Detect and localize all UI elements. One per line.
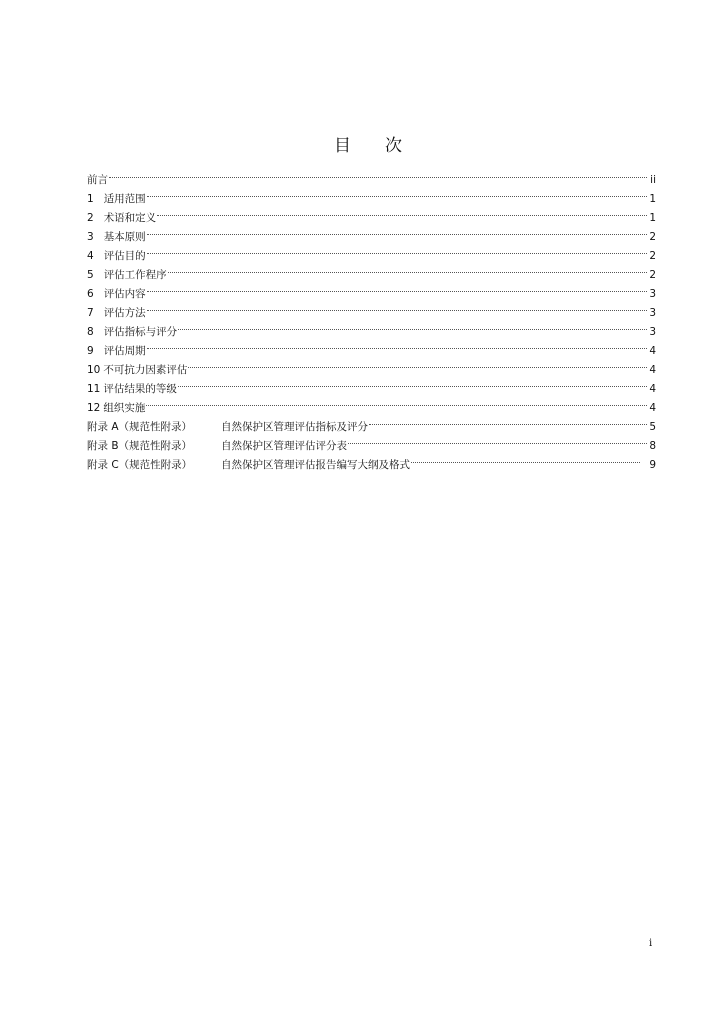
toc-entry-7[interactable] bbox=[87, 297, 656, 319]
toc-entry-number: 9 bbox=[87, 345, 94, 357]
toc-leader-dots bbox=[168, 259, 647, 278]
toc-leader-dots bbox=[147, 221, 647, 240]
toc-entry-label: 评估目的 bbox=[103, 250, 146, 262]
toc-entry-page: ii bbox=[650, 174, 656, 186]
toc-entry-number: 6 bbox=[87, 288, 94, 300]
toc-entry-subtitle: 自然保护区管理评估报告编写大纲及格式 bbox=[221, 459, 410, 471]
toc-leader-dots bbox=[147, 278, 647, 297]
toc-entry-page: 2 bbox=[649, 250, 656, 262]
toc-entry-page: 4 bbox=[649, 383, 656, 395]
toc-entry-label: 不可抗力因素评估 bbox=[103, 364, 188, 376]
toc-entry-subtitle: 自然保护区管理评估指标及评分 bbox=[221, 421, 368, 433]
page-title: 目 次 bbox=[334, 136, 402, 156]
toc-leader-dots bbox=[109, 164, 647, 183]
toc-leader-dots bbox=[147, 297, 647, 316]
toc-leader-dots bbox=[188, 354, 647, 373]
page-number: i bbox=[649, 938, 653, 949]
toc-entry-8[interactable] bbox=[87, 316, 656, 338]
toc-leader-dots bbox=[147, 240, 647, 259]
toc-leader-dots bbox=[369, 411, 647, 430]
toc-entry-number: 1 bbox=[87, 193, 94, 205]
toc-entry-subtitle: 自然保护区管理评估评分表 bbox=[221, 440, 347, 452]
toc-entry-number: 8 bbox=[87, 326, 94, 338]
toc-entry-label: 组织实施 bbox=[103, 402, 146, 414]
toc-entry-10[interactable] bbox=[87, 354, 656, 376]
toc-entry-page: 8 bbox=[649, 440, 656, 452]
toc-entry-label: 前言 bbox=[87, 174, 108, 186]
toc-entry-12[interactable] bbox=[87, 392, 656, 414]
toc-entry-number: 2 bbox=[87, 212, 94, 224]
toc-entry-6[interactable] bbox=[87, 278, 656, 300]
toc-entry-9[interactable] bbox=[87, 335, 656, 357]
toc-entry-2[interactable] bbox=[87, 202, 656, 224]
toc-entry-label: 评估方法 bbox=[103, 307, 146, 319]
toc-entry-label: 附录 B（规范性附录） bbox=[87, 440, 193, 452]
toc-leader-dots bbox=[147, 183, 647, 202]
toc-leader-dots bbox=[157, 202, 647, 221]
toc-entry-label: 术语和定义 bbox=[103, 212, 157, 224]
toc-entry-number: 3 bbox=[87, 231, 94, 243]
toc-entry-page: 3 bbox=[649, 326, 656, 338]
table-of-contents bbox=[87, 164, 656, 471]
toc-entry-number: 12 bbox=[87, 402, 101, 414]
toc-entry-page: 1 bbox=[649, 193, 656, 205]
toc-entry-label: 评估工作程序 bbox=[103, 269, 167, 281]
toc-entry-3[interactable] bbox=[87, 221, 656, 243]
toc-entry-number: 11 bbox=[87, 383, 101, 395]
toc-leader-dots bbox=[178, 316, 647, 335]
toc-leader-dots bbox=[348, 430, 647, 449]
toc-entry-4[interactable] bbox=[87, 240, 656, 262]
toc-entry-label: 附录 C（规范性附录） bbox=[87, 459, 193, 471]
toc-entry-number: 5 bbox=[87, 269, 94, 281]
toc-entry-page: 2 bbox=[649, 231, 656, 243]
toc-leader-dots bbox=[411, 449, 640, 468]
toc-entry-page: 1 bbox=[649, 212, 656, 224]
toc-entry-appendix-a[interactable] bbox=[87, 411, 656, 433]
toc-entry-page: 2 bbox=[649, 269, 656, 281]
toc-entry-number: 4 bbox=[87, 250, 94, 262]
toc-entry-label: 评估指标与评分 bbox=[103, 326, 178, 338]
toc-entry-5[interactable] bbox=[87, 259, 656, 281]
toc-entry-page: 5 bbox=[649, 421, 656, 433]
toc-entry-label: 评估周期 bbox=[103, 345, 146, 357]
toc-entry-preface[interactable] bbox=[87, 164, 656, 186]
toc-entry-label: 附录 A（规范性附录） bbox=[87, 421, 193, 433]
toc-entry-1[interactable] bbox=[87, 183, 656, 205]
toc-entry-page: 4 bbox=[649, 345, 656, 357]
toc-entry-page: 4 bbox=[649, 364, 656, 376]
toc-entry-page: 9 bbox=[649, 459, 656, 471]
toc-entry-label: 评估内容 bbox=[103, 288, 146, 300]
toc-entry-label: 适用范围 bbox=[103, 193, 146, 205]
toc-entry-number: 10 bbox=[87, 364, 101, 376]
toc-leader-dots bbox=[178, 373, 647, 392]
toc-entry-number: 7 bbox=[87, 307, 94, 319]
toc-entry-label: 基本原则 bbox=[103, 231, 146, 243]
toc-entry-page: 3 bbox=[649, 307, 656, 319]
toc-entry-page: 3 bbox=[649, 288, 656, 300]
toc-leader-dots bbox=[146, 392, 647, 411]
toc-entry-page: 4 bbox=[649, 402, 656, 414]
toc-entry-label: 评估结果的等级 bbox=[103, 383, 177, 395]
toc-leader-dots bbox=[147, 335, 647, 354]
